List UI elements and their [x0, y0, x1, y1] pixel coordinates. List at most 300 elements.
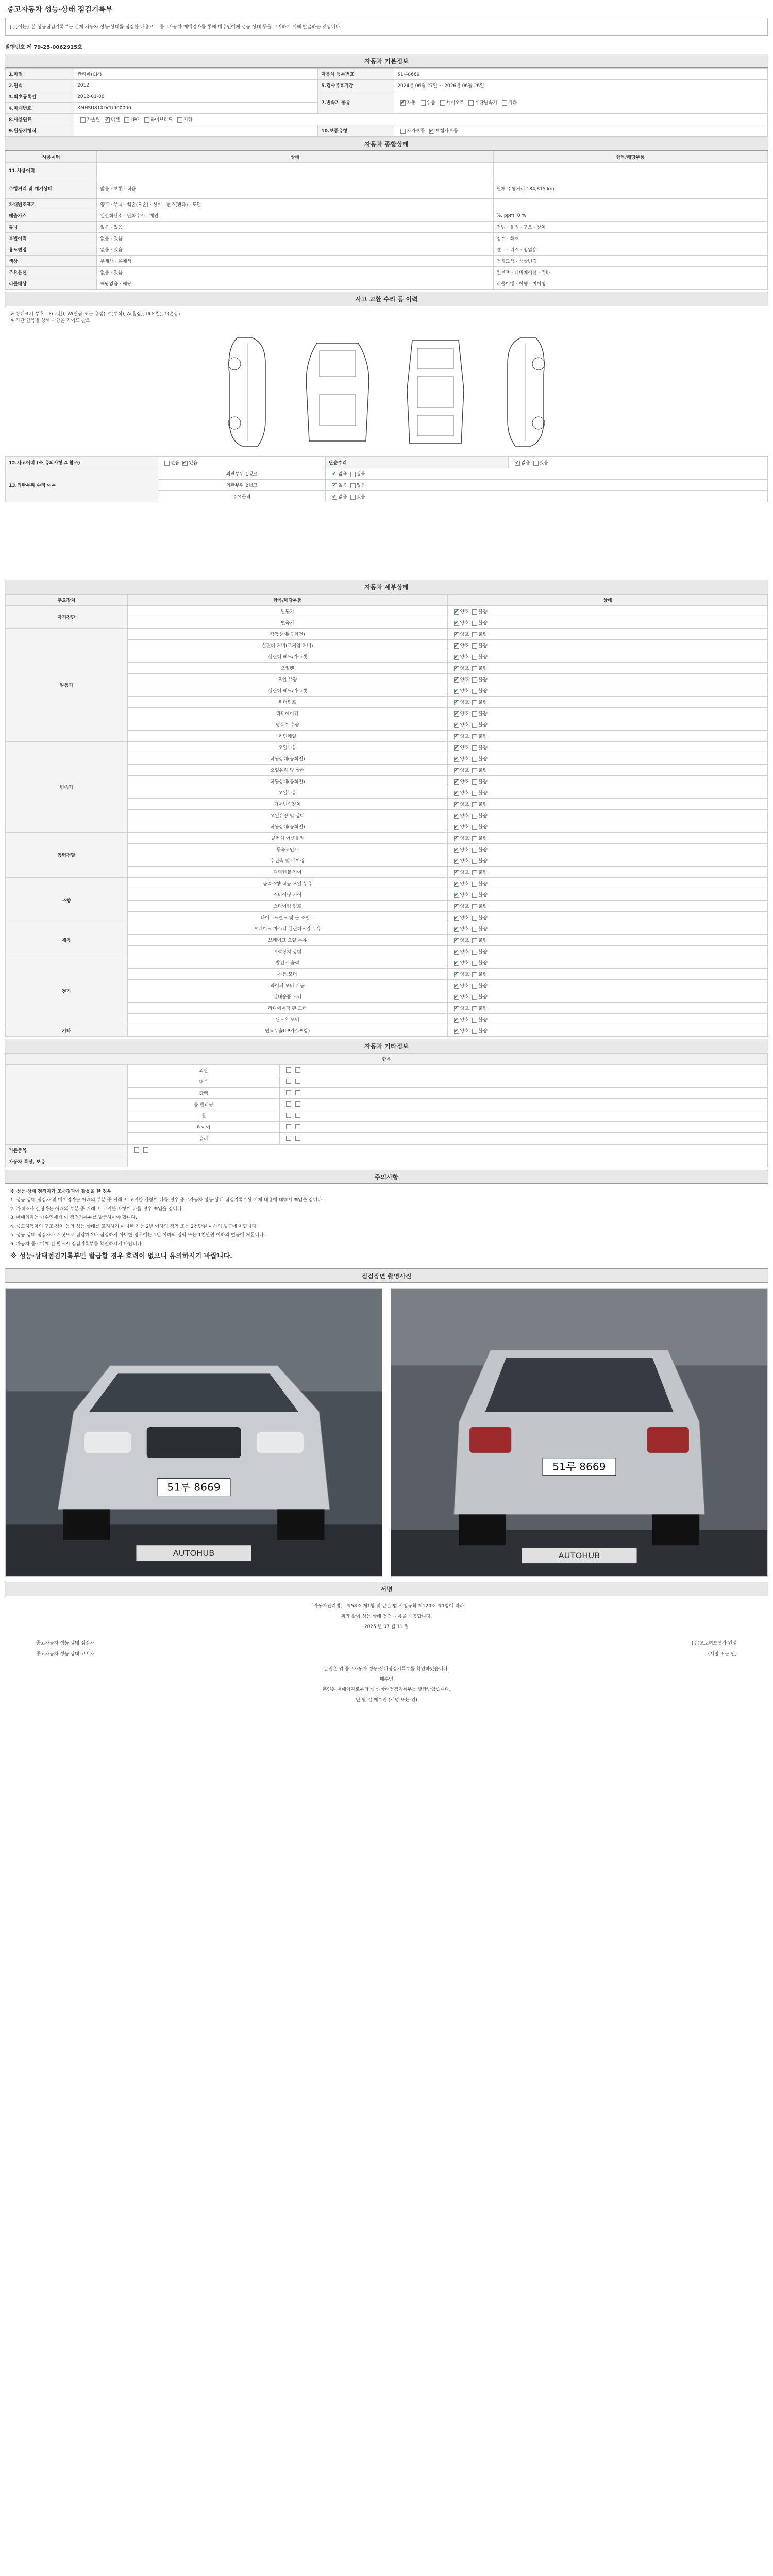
detail-item-label: 워터펌프	[127, 697, 447, 708]
overall-row-state: 양호 · 부식 · 훼손(오손) · 상이 · 변조(변타) · 도말	[97, 199, 493, 210]
car-diagram	[5, 328, 768, 456]
overall-row-label: 리콜대상	[6, 278, 97, 290]
sign-confirm-line: 년 월 일 매수인 (서명 또는 인)	[356, 1698, 417, 1703]
checkbox-icon	[454, 836, 459, 841]
checkbox-icon	[454, 711, 459, 717]
value-car-name: 싼타페(CM)	[74, 69, 318, 80]
sign-inspector-value: (주)오토허브셀카 인정	[691, 1641, 737, 1646]
photo-plate-rear: 51루 8669	[552, 1460, 606, 1473]
state-option-label: 양호	[460, 1018, 469, 1023]
detail-item-label: 발전기 출력	[127, 957, 447, 969]
overall-table	[5, 151, 768, 290]
state-option-label: 불량	[478, 700, 488, 705]
checkbox-icon	[350, 472, 356, 477]
misc-item-label: 타이어	[127, 1122, 280, 1133]
checkbox-icon	[454, 916, 459, 921]
checkbox-icon	[472, 870, 477, 875]
checkbox-icon	[472, 802, 477, 807]
misc-item-state	[280, 1088, 768, 1099]
checkbox-icon	[286, 1079, 291, 1084]
detail-item-state	[447, 821, 767, 833]
overall-row-note: 썬루프 · 네비게이션 · 기타	[493, 267, 767, 278]
checkbox-icon	[295, 1113, 300, 1118]
detail-item-state	[447, 912, 767, 923]
checkbox-icon	[472, 825, 477, 830]
checkbox-icon	[134, 1147, 139, 1153]
detail-item-state	[447, 708, 767, 719]
state-option-label: 불량	[478, 1018, 488, 1023]
detail-item-label: 연료누출(LP가스포함)	[127, 1025, 447, 1037]
checkbox-icon	[472, 632, 477, 637]
detail-item-label: 냉각수 수량	[127, 719, 447, 731]
checkbox-icon	[472, 791, 477, 796]
detail-item-label: 오일 유량	[127, 674, 447, 685]
sign-notifier-label: 중고자동차 성능·상태 고지자	[36, 1652, 94, 1657]
overall-header-item: 항목/해당부품	[493, 151, 767, 163]
detail-item-label: 클러치 어셈블리	[127, 833, 447, 844]
checkbox-icon	[429, 129, 434, 134]
detail-group-label: 동력전달	[6, 833, 128, 878]
section-detail-title: 자동차 세부상태	[5, 580, 768, 594]
checkbox-icon	[472, 950, 477, 955]
checkbox-icon	[472, 1029, 477, 1034]
checkbox-icon	[454, 1018, 459, 1023]
detail-group-label: 기타	[6, 1025, 128, 1037]
detail-item-label: 실내송풍 모터	[127, 991, 447, 1003]
warranty-options: 자가보증 ✔ 보험사보증	[394, 125, 768, 137]
state-option-label: 불량	[478, 757, 488, 762]
state-option-label: 양호	[460, 1006, 469, 1011]
detail-item-state	[447, 799, 767, 810]
checkbox-icon	[472, 768, 477, 773]
repair-row-label2: 단순수리	[326, 457, 509, 468]
checkbox-icon	[472, 916, 477, 921]
checkbox-icon	[454, 995, 459, 1000]
overall-row-note: 현재 주행거리 184,815 km	[493, 178, 767, 199]
state-option-label: 양호	[460, 859, 469, 864]
state-option-label: 양호	[460, 1029, 469, 1034]
checkbox-icon	[472, 995, 477, 1000]
checkbox-icon	[454, 723, 459, 728]
overall-row-label: 튜닝	[6, 222, 97, 233]
detail-item-label: 실린더 헤드/가스켓	[127, 651, 447, 663]
section-sign-title: 서명	[5, 1582, 768, 1596]
checkbox-icon	[454, 779, 459, 785]
detail-item-state	[447, 787, 767, 799]
state-option-label: 불량	[478, 961, 488, 966]
state-option-label: 양호	[460, 700, 469, 705]
checkbox-icon	[286, 1090, 291, 1095]
repair-legend-line: ※ 하단 항목별 상세 사항은 가이드 참조	[10, 318, 91, 324]
detail-item-state	[447, 889, 767, 901]
detail-header-state: 상태	[447, 595, 767, 606]
checkbox-icon	[350, 483, 356, 488]
overall-row-note: 전체도색 · 색상변경	[493, 256, 767, 267]
overall-row-state	[97, 163, 493, 178]
state-option-label: 양호	[460, 893, 469, 898]
state-option-label: 양호	[460, 632, 469, 637]
state-option-label: 불량	[478, 723, 488, 728]
detail-item-state	[447, 1003, 767, 1014]
checkbox-icon	[332, 495, 337, 500]
detail-item-state	[447, 719, 767, 731]
state-option-label: 불량	[478, 950, 488, 955]
repair-row-sub: 외판부위 1랭크	[158, 468, 325, 480]
section-overall-title: 자동차 종합상태	[5, 137, 768, 151]
overall-row-note: 침수 · 화재	[493, 233, 767, 244]
state-option-label: 불량	[478, 791, 488, 796]
detail-item-label: 오일누유	[127, 742, 447, 753]
detail-item-label: 브레이크 마스터 실린더오일 누유	[127, 923, 447, 935]
detail-item-state	[447, 969, 767, 980]
overall-row-state: 없음 · 있음	[97, 233, 493, 244]
notes-line: 5. 성능·상태 점검자가 거짓으로 점검하거나 점검하지 아니한 경우에는 1년 이하의 징역 또는 1천만원 이하의 벌금에 처합니다.	[10, 1233, 265, 1238]
checkbox-icon	[472, 643, 477, 649]
label-first-reg: 3.최초등록일	[6, 91, 74, 103]
car-front-photo-icon	[6, 1289, 382, 1576]
detail-item-state	[447, 674, 767, 685]
overall-row-state: 없음 · 있음	[97, 222, 493, 233]
notes-block	[5, 1184, 768, 1268]
value-year: 2012	[74, 80, 318, 91]
document-number: 발행번호 제 79-25-0062915호	[5, 45, 82, 50]
state-option-label: 양호	[460, 938, 469, 943]
state-option-label: 양호	[460, 655, 469, 660]
misc-item-label: 룸 클리닝	[127, 1099, 280, 1110]
checkbox-icon	[454, 1006, 459, 1011]
detail-item-state	[447, 663, 767, 674]
label-fuel: 8.사용연료	[6, 114, 74, 125]
checkbox-icon	[454, 882, 459, 887]
misc-group-label	[6, 1065, 128, 1144]
state-option-label: 불량	[478, 938, 488, 943]
detail-item-label: 배력장치 상태	[127, 946, 447, 957]
state-option-label: 불량	[478, 836, 488, 841]
checkbox-icon	[454, 893, 459, 898]
checkbox-icon	[164, 461, 170, 466]
state-option-label: 양호	[460, 689, 469, 694]
detail-item-state	[447, 810, 767, 821]
checkbox-icon	[454, 768, 459, 773]
state-option-label: 양호	[460, 961, 469, 966]
repair-row-options: ✔ 없음 있음	[326, 468, 768, 480]
sign-inspector-label: 중고자동차 성능·상태 점검자	[36, 1641, 94, 1646]
checkbox-icon	[533, 461, 539, 466]
checkbox-icon	[472, 734, 477, 739]
checkbox-icon	[502, 100, 507, 106]
repair-row-sub: 외판부위 2랭크	[158, 480, 325, 491]
detail-item-label: 작동상태(공회전)	[127, 776, 447, 787]
state-option-label: 불량	[478, 768, 488, 773]
detail-header-item: 항목/해당부품	[127, 595, 447, 606]
detail-item-label: 등속조인트	[127, 844, 447, 855]
detail-item-label: 라디에이터	[127, 708, 447, 719]
detail-item-state	[447, 901, 767, 912]
car-rear-icon	[397, 333, 474, 451]
detail-item-state	[447, 844, 767, 855]
value-first-reg: 2012-01-06	[74, 91, 318, 103]
detail-item-label: 작동상태(공회전)	[127, 821, 447, 833]
checkbox-icon	[454, 972, 459, 977]
misc-item-label: 광택	[127, 1088, 280, 1099]
misc-extra-value	[127, 1156, 767, 1167]
overall-header-state: 상태	[97, 151, 493, 163]
misc-extra-value	[127, 1145, 767, 1156]
notes-line: 1. 성능·상태 점검자 및 매매업자는 아래의 부분 중 거래 시 고지한 사항이 다를 경우 중고자동차 성능·상태 점검기록부상 기재 내용에 대해서 책임을 집니다.	[10, 1198, 324, 1203]
label-transmission: 7.변속기 종류	[318, 91, 394, 114]
detail-item-state	[447, 1025, 767, 1037]
sign-line: 위와 같이 성능·상태 점검 내용을 제공합니다.	[341, 1614, 432, 1619]
state-option-label: 양호	[460, 882, 469, 887]
sign-notifier-value: (서명 또는 인)	[708, 1652, 737, 1657]
state-option-label: 양호	[460, 677, 469, 683]
checkbox-icon	[472, 938, 477, 943]
state-option-label: 불량	[478, 995, 488, 1000]
state-option-label: 불량	[478, 689, 488, 694]
detail-item-state	[447, 685, 767, 697]
misc-item-state	[280, 1076, 768, 1088]
state-option-label: 양호	[460, 972, 469, 977]
checkbox-icon	[454, 745, 459, 751]
fuel-options: 가솔린 ✔ 디젤 LPG 하이브리드 기타	[74, 114, 768, 125]
detail-item-label: 시동 모터	[127, 969, 447, 980]
checkbox-icon	[286, 1067, 291, 1073]
checkbox-icon	[454, 961, 459, 966]
detail-item-label: 추진축 및 베어링	[127, 855, 447, 867]
state-option-label: 양호	[460, 666, 469, 671]
repair-row-label: 13.외판부위 수리 여부	[6, 468, 158, 502]
checkbox-icon	[421, 100, 426, 106]
overall-row-label: 차대번호표기	[6, 199, 97, 210]
checkbox-icon	[286, 1124, 291, 1129]
overall-row-label: 11.사용이력	[6, 163, 97, 178]
state-option-label: 불량	[478, 859, 488, 864]
checkbox-icon	[472, 927, 477, 932]
checkbox-icon	[472, 745, 477, 751]
checkbox-icon	[454, 791, 459, 796]
repair-detail-area	[5, 502, 768, 580]
state-option-label: 불량	[478, 904, 488, 909]
label-year: 2.연식	[6, 80, 74, 91]
state-option-label: 불량	[478, 927, 488, 932]
checkbox-icon	[454, 814, 459, 819]
value-engine-type	[74, 125, 318, 137]
overall-header-usage: 사용이력	[6, 151, 97, 163]
detail-item-state	[447, 1014, 767, 1025]
state-option-label: 불량	[478, 893, 488, 898]
detail-item-state	[447, 980, 767, 991]
state-option-label: 불량	[478, 984, 488, 989]
checkbox-icon	[454, 757, 459, 762]
repair-row-label: 12.사고이력 (※ 유의사항 4 참조)	[6, 457, 158, 468]
detail-item-label: 커먼레일	[127, 731, 447, 742]
misc-item-state	[280, 1065, 768, 1076]
checkbox-icon	[472, 711, 477, 717]
checkbox-icon	[472, 848, 477, 853]
detail-group-label: 원동기	[6, 629, 128, 742]
state-option-label: 양호	[460, 609, 469, 615]
sign-notifier-row	[5, 1648, 768, 1659]
checkbox-icon	[143, 1147, 148, 1153]
state-option-label: 양호	[460, 836, 469, 841]
state-option-label: 불량	[478, 745, 488, 751]
sign-block	[5, 1596, 768, 1637]
checkbox-icon	[472, 779, 477, 785]
checkbox-icon	[105, 117, 110, 123]
sign-confirm-line: 매수인	[379, 1677, 394, 1682]
misc-item-state	[280, 1110, 768, 1122]
checkbox-icon	[454, 950, 459, 955]
detail-item-label: 스티어링 기어	[127, 889, 447, 901]
checkbox-icon	[400, 100, 406, 106]
detail-item-label: 브레이크 오일 누유	[127, 935, 447, 946]
state-option-label: 불량	[478, 882, 488, 887]
detail-item-state	[447, 957, 767, 969]
checkbox-icon	[472, 893, 477, 898]
misc-item-state	[280, 1133, 768, 1144]
repair-row-sub: 주요골격	[158, 491, 325, 502]
checkbox-icon	[515, 461, 520, 466]
checkbox-icon	[472, 814, 477, 819]
checkbox-icon	[182, 461, 188, 466]
state-option-label: 불량	[478, 802, 488, 807]
value-vin: KMHSU81XDCU900000	[74, 103, 318, 114]
car-front-icon	[299, 333, 376, 451]
checkbox-icon	[124, 117, 129, 123]
overall-row-note	[493, 199, 767, 210]
overall-row-note	[493, 163, 767, 178]
misc-item-state	[280, 1122, 768, 1133]
overall-row-state: 많음 · 보통 · 적음	[97, 178, 493, 199]
detail-item-label: 디퍼렌셜 기어	[127, 867, 447, 878]
detail-item-state	[447, 617, 767, 629]
notes-line: 4. 중고자동차의 구조·장치 등의 성능·상태를 고지하지 아니한 자는 2년 이하의 징역 또는 2천만원 이하의 벌금에 처합니다.	[10, 1224, 258, 1229]
repair-table	[5, 456, 768, 502]
checkbox-icon	[472, 700, 477, 705]
checkbox-icon	[454, 859, 459, 864]
misc-extra-label: 기본품목	[6, 1145, 128, 1156]
checkbox-icon	[472, 859, 477, 864]
detail-header-device: 주요장치	[6, 595, 128, 606]
checkbox-icon	[454, 677, 459, 683]
overall-row-label: 주행거리 및 계기상태	[6, 178, 97, 199]
checkbox-icon	[177, 117, 182, 123]
overall-row-state: 일산화탄소 · 탄화수소 · 매연	[97, 210, 493, 222]
checkbox-icon	[454, 666, 459, 671]
notice-box: [ ]{이는} 본 성능점검기록부는 실제 자동차 성능·상태를 점검한 내용으로 중고자동차 매매업자를 통해 매수인에게 성능·상태 등을 고지하기 위해 발급하는 것입니다.	[5, 18, 768, 36]
overall-row-label: 특별이력	[6, 233, 97, 244]
detail-item-label: 실린더 헤드/가스켓	[127, 685, 447, 697]
state-option-label: 불량	[478, 621, 488, 626]
photo-front	[5, 1288, 382, 1577]
detail-item-state	[447, 935, 767, 946]
detail-item-label: 동력조향 작동 오일 누유	[127, 878, 447, 889]
overall-row-state: 해당없음 · 해당	[97, 278, 493, 290]
state-option-label: 양호	[460, 745, 469, 751]
photo-brand-front: AUTOHUB	[173, 1548, 215, 1558]
checkbox-icon	[80, 117, 86, 123]
checkbox-icon	[295, 1067, 300, 1073]
notes-highlight: ※ 성능·상태점검기록부만 발급할 경우 효력이 없으니 유의하시기 바랍니다.	[10, 1252, 232, 1260]
checkbox-icon	[454, 927, 459, 932]
state-option-label: 양호	[460, 621, 469, 626]
overall-row-state: 없음 · 있음	[97, 267, 493, 278]
checkbox-icon	[472, 961, 477, 966]
detail-item-label: 스티어링 펌프	[127, 901, 447, 912]
checkbox-icon	[472, 1006, 477, 1011]
overall-row-label: 색상	[6, 256, 97, 267]
detail-item-state	[447, 640, 767, 651]
detail-item-state	[447, 742, 767, 753]
state-option-label: 불량	[478, 643, 488, 649]
checkbox-icon	[454, 689, 459, 694]
checkbox-icon	[454, 825, 459, 830]
state-option-label: 불량	[478, 734, 488, 739]
checkbox-icon	[286, 1136, 291, 1141]
detail-item-label: 오일팬	[127, 663, 447, 674]
detail-item-state	[447, 731, 767, 742]
checkbox-icon	[472, 666, 477, 671]
photo-brand-rear: AUTOHUB	[558, 1551, 600, 1561]
label-plate: 자동차 등록번호	[318, 69, 394, 80]
state-option-label: 불량	[478, 972, 488, 977]
state-option-label: 양호	[460, 757, 469, 762]
misc-item-label: 외판	[127, 1065, 280, 1076]
state-option-label: 양호	[460, 995, 469, 1000]
car-side-right-icon	[495, 333, 557, 451]
checkbox-icon	[295, 1124, 300, 1129]
checkbox-icon	[454, 621, 459, 626]
checkbox-icon	[295, 1101, 300, 1107]
misc-extra-table	[5, 1144, 768, 1167]
detail-item-state	[447, 651, 767, 663]
state-option-label: 불량	[478, 666, 488, 671]
state-option-label: 양호	[460, 814, 469, 819]
state-option-label: 양호	[460, 950, 469, 955]
detail-item-state	[447, 923, 767, 935]
photo-row	[5, 1283, 768, 1582]
checkbox-icon	[332, 483, 337, 488]
detail-item-state	[447, 855, 767, 867]
misc-item-label: 휠	[127, 1110, 280, 1122]
state-option-label: 불량	[478, 677, 488, 683]
checkbox-icon	[454, 1029, 459, 1034]
document-title: 중고자동차 성능·상태 점검기록부	[7, 6, 113, 14]
detail-item-label: 실린더 커버(로커암 커버)	[127, 640, 447, 651]
state-option-label: 불량	[478, 609, 488, 615]
overall-row-note: 렌트 · 리스 · 영업용	[493, 244, 767, 256]
detail-item-label: 원동기	[127, 606, 447, 617]
overall-row-note: 적법 · 불법 · 구조 · 장치	[493, 222, 767, 233]
detail-item-label: 윈도우 모터	[127, 1014, 447, 1025]
misc-subheader: 항목	[6, 1054, 768, 1065]
checkbox-icon	[468, 100, 474, 106]
checkbox-icon	[400, 129, 406, 134]
state-option-label: 불량	[478, 848, 488, 853]
checkbox-icon	[472, 677, 477, 683]
detail-item-label: 작동상태(공회전)	[127, 629, 447, 640]
state-option-label: 양호	[460, 848, 469, 853]
repair-row-options: 없음✔ 있음	[158, 457, 325, 468]
checkbox-icon	[472, 836, 477, 841]
detail-item-state	[447, 606, 767, 617]
checkbox-icon	[295, 1079, 300, 1084]
overall-row-label: 주요옵션	[6, 267, 97, 278]
state-option-label: 불량	[478, 632, 488, 637]
label-inspection-valid: 5.검사유효기간	[318, 80, 394, 91]
repair-row-options: ✔ 없음 있음	[326, 491, 768, 502]
sign-line: 「자동차관리법」 제58조 제1항 및 같은 법 시행규칙 제120조 제1항에 따라	[309, 1604, 464, 1609]
